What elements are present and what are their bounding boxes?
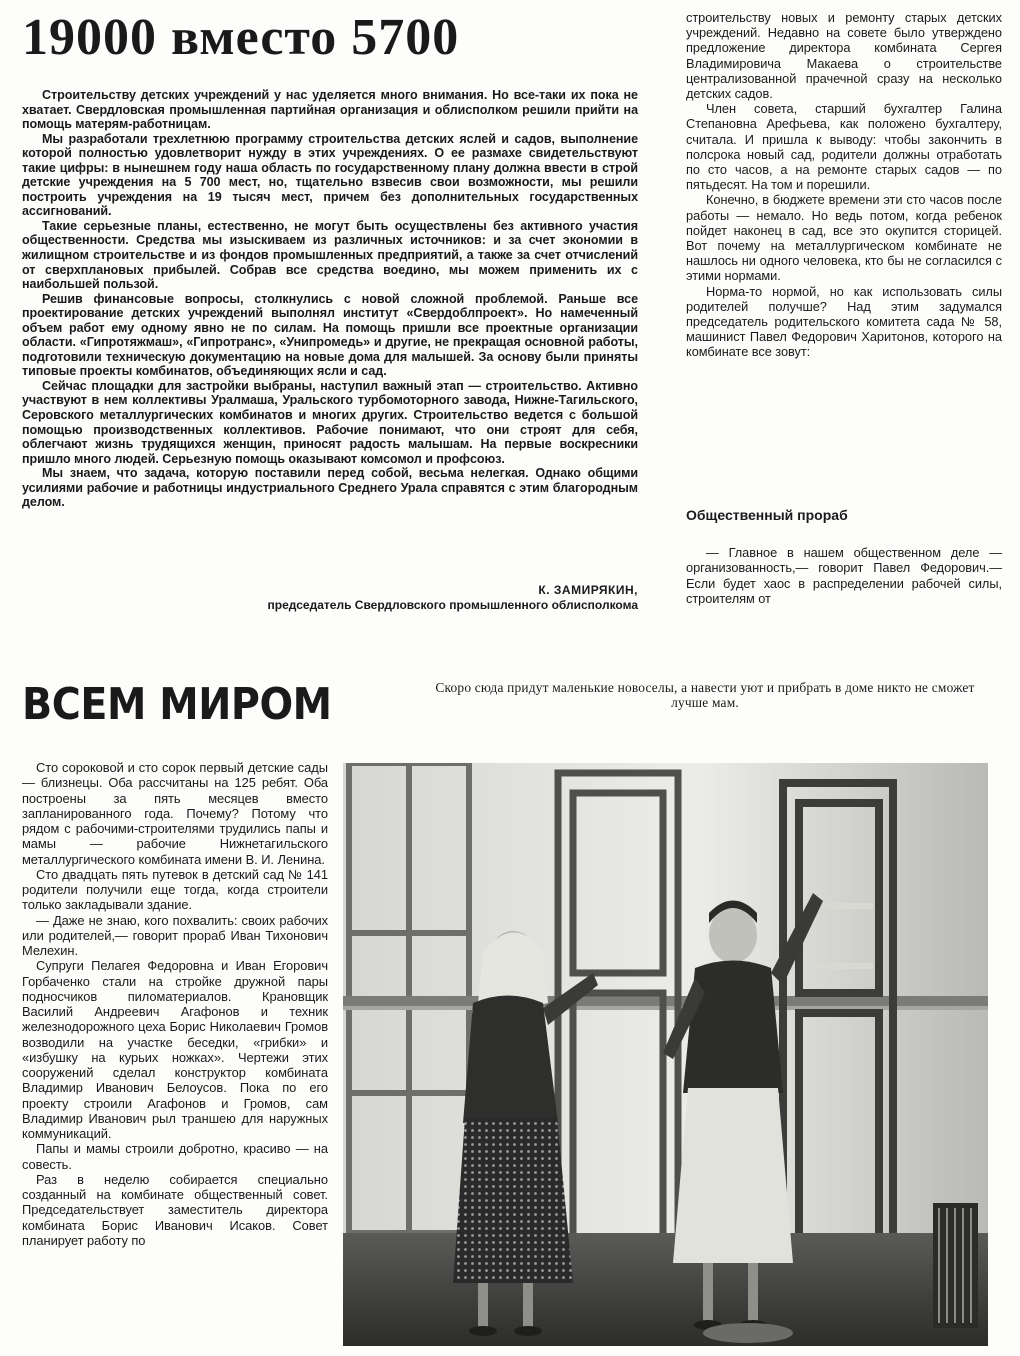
author-role: председатель Свердловского промышленного облисполкома (267, 598, 638, 612)
photo-women-washing-windows (343, 763, 988, 1346)
subheading: Общественный прораб (686, 507, 848, 523)
article-1-body (22, 88, 638, 510)
paragraph: Сто двадцать пять путевок в детский сад № 141 родители получили еще тогда, когда строители только закладывали здание. (22, 866, 328, 913)
headline-article-2: ВСЕМ МИРОМ (22, 679, 332, 730)
article-2-right-column (686, 10, 1002, 360)
paragraph: — Главное в нашем общественном деле — организованность,— говорит Павел Федорович.— Если будет хаос в распределении рабочей силы, строителям от (686, 545, 1002, 606)
paragraph: Такие серьезные планы, естественно, не могут быть осуществлены без активного участия общественности. Средства мы изыскиваем из различных источников: и за счет экономии в жилищном строительстве и из фондов промышленных предприятий, а также за счет отчислений от сверхплановых прибылей. Собрав все средства воедино, мы можем применить их с наибольшей пользой. (22, 218, 638, 292)
paragraph: Раз в неделю собирается специально созданный на комбинате общественный совет. Председательствует заместитель директора комбината Борис Иванович Исаков. Совет планирует работу по (22, 1171, 328, 1248)
paragraph: Строительству детских учреждений у нас уделяется много внимания. Но все-таки их пока не хватает. Свердловская промышленная партийная организация и облисполком решили прийти на помощь матерям-работницам. (22, 88, 638, 132)
paragraph: Супруги Пелагея Федоровна и Иван Егорович Горбаченко стали на стройке дружной пары подносчиков пиломатериалов. Крановщик Василий Андреевич Агафонов и техник железнодорожного цеха Борис Николаевич Громов возводили на участке беседки, «грибки» и «избушку на курьих ножках». Чертежи этих сооружений сделал конструктор комбината Владимир Иванович Белоусов. Пока по его проекту строили Агафонов и Громов, сам Владимир Иванович рыл траншею для наружных коммуникаций. (22, 958, 328, 1141)
paragraph: — Даже не знаю, кого похвалить: своих рабочих или родителей,— говорит прораб Иван Тихонович Мелехин. (22, 912, 328, 958)
paragraph: Решив финансовые вопросы, столкнулись с новой сложной проблемой. Раньше все проектирование детских учреждений выполнял институт «Свердоблпроект». Но намеченный объем работ ему одному явно не по силам. На помощь пришли все проектные организации области. «Гипротяжмаш», «Гипротранс», «Унипромедь» и другие, не прекращая основной работы, подготовили техническую документацию на новые дома для малышей. За основу были приняты типовые проекты комбинатов, объединяющих ясли и сад. (22, 291, 638, 379)
photo-caption: Скоро сюда придут маленькие новоселы, а навести уют и прибрать в доме никто не сможет лучше мам. (435, 680, 975, 710)
paragraph: Мы разработали трехлетнюю программу строительства детских яслей и садов, выполнение которой полностью удовлетворит нужду в этих учреждениях. О ее размахе свидетельствуют такие цифры: в нынешнем году наша область по государственному плану должна ввести в строй детские учреждения на 5 700 мест, но, тщательно взвесив свои возможности, мы решили построить учреждения на 19 тысяч мест, причем без дополнительных государственных ассигнований. (22, 131, 638, 219)
headline-article-1: 19000 вместо 5700 (22, 9, 460, 66)
article-2-right-column-continued (686, 545, 1002, 606)
author-name: К. ЗАМИРЯКИН, (538, 583, 638, 597)
paragraph: Мы знаем, что задача, которую поставили перед собой, весьма нелегкая. Однако общими усилиями рабочие и работницы индустриального Среднего Урала справятся с этим благородным делом. (22, 466, 638, 510)
paragraph: Конечно, в бюджете времени эти сто часов после работы — немало. Но ведь потом, когда ребенок пойдет наконец в сад, все это окупится сторицей. Вот почему на металлургическом комбинате не нашлось ни одного человека, кто бы не согласился с этими нормами. (686, 192, 1002, 284)
article-2-left-column (22, 760, 328, 1248)
paragraph: Папы и мамы строили добротно, красиво — на совесть. (22, 1141, 328, 1172)
paragraph: Сейчас площадки для застройки выбраны, наступил важный этап — строительство. Активно участвуют в нем коллективы Уралмаша, Уральского турбомоторного завода, Нижне-Тагильского, Серовского металлургических комбинатов и многих других. Строительство ведется с большой помощью производственных коллективов. Рабочие понимают, что они строят для себя, облегчают жизнь трудящихся женщин, приносят радость малышам. На первые воскресники пришло много людей. Серьезную помощь оказывают комсомол и профсоюз. (22, 378, 638, 466)
paragraph: Норма-то нормой, но как использовать силы родителей получше? Над этим задумался председатель родительского комитета сада № 58, машинист Павел Федорович Харитонов, которого на комбинате все зовут: (686, 283, 1002, 360)
paragraph: строительству новых и ремонту старых детских учреждений. Недавно на совете было утверждено предложение директора комбината Сергея Владимировича Макаева о строительстве централизованной прачечной сразу на несколько детских садов. (686, 10, 1002, 102)
paragraph: Сто сороковой и сто сорок первый детские сады — близнецы. Оба рассчитаны на 125 ребят. Оба построены за пять месяцев вместо запланированного года. Почему? Потому что рядом с рабочими-строителями трудились папы и мамы — рабочие Нижнетагильского металлургического комбината имени В. И. Ленина. (22, 760, 328, 867)
paragraph: Член совета, старший бухгалтер Галина Степановна Арефьева, как положено бухгалтеру, считала. И пришла к выводу: чтобы закончить в полсрока новый сад, родители должны отработать по сто часов, а на ремонте старых садов — по пятьдесят. На том и порешили. (686, 101, 1002, 193)
